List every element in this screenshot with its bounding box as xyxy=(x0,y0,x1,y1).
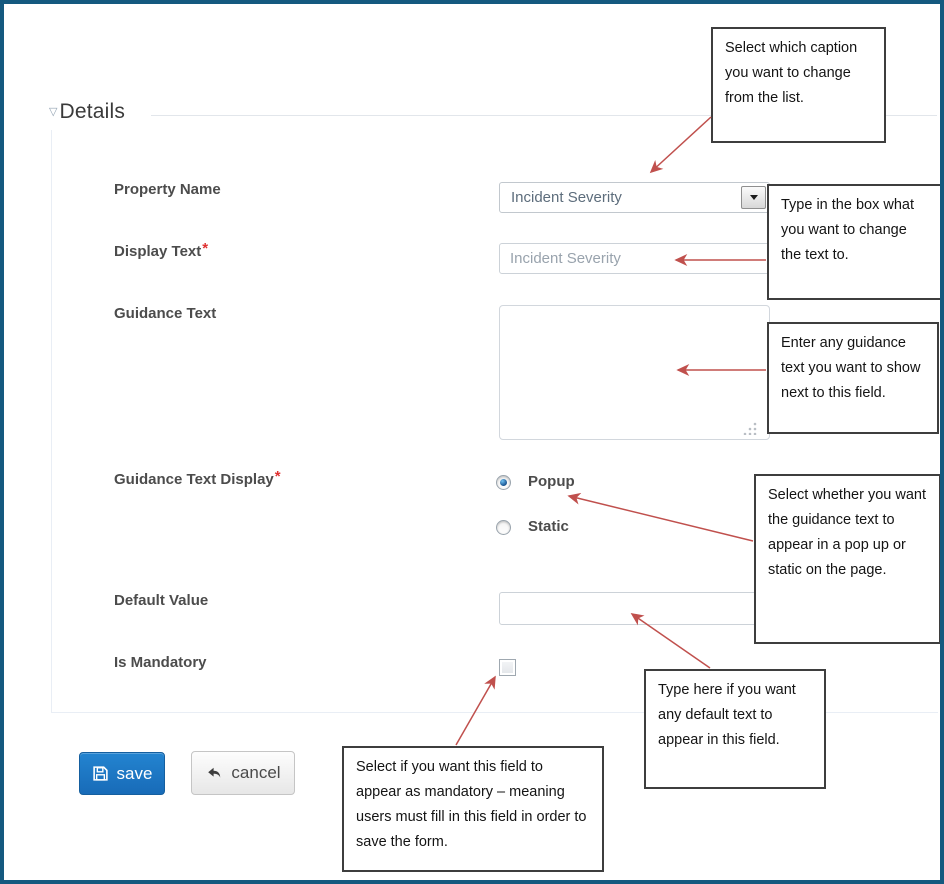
static-radio-label[interactable]: Static xyxy=(528,518,569,535)
guidance-text-display-label: Guidance Text Display* xyxy=(114,468,281,488)
save-button[interactable]: save xyxy=(79,752,165,795)
display-text-label: Display Text* xyxy=(114,240,209,260)
is-mandatory-checkbox[interactable] xyxy=(499,659,516,676)
callout-guidance-display: Select whether you want the guidance text to appear in a pop up or static on the page. xyxy=(754,474,941,644)
callout-property-name: Select which caption you want to change from the list. xyxy=(711,27,886,143)
display-text-input[interactable] xyxy=(499,243,770,274)
popup-radio[interactable] xyxy=(496,475,511,490)
collapse-triangle-icon[interactable]: ▽ xyxy=(49,105,58,118)
property-name-label: Property Name xyxy=(114,181,221,198)
popup-radio-label[interactable]: Popup xyxy=(528,473,575,490)
callout-guidance-text: Enter any guidance text you want to show next to this field. xyxy=(767,322,939,434)
dropdown-arrow-button[interactable] xyxy=(741,186,766,209)
section-title: Details xyxy=(59,100,126,123)
property-name-select-value: Incident Severity xyxy=(511,189,622,206)
callout-is-mandatory: Select if you want this field to appear as mandatory – meaning users must fill in this field in order to save the form. xyxy=(342,746,604,872)
callout-default-value: Type here if you want any default text to appear in this field. xyxy=(644,669,826,789)
cancel-undo-arrow-icon xyxy=(205,765,223,781)
guidance-text-label: Guidance Text xyxy=(114,305,217,322)
callout-display-text: Type in the box what you want to change the text to. xyxy=(767,184,942,300)
default-value-input[interactable] xyxy=(499,592,770,625)
save-floppy-icon xyxy=(92,765,109,782)
details-section-header xyxy=(49,100,125,124)
guidance-text-textarea[interactable] xyxy=(499,305,770,440)
chevron-down-icon xyxy=(750,195,758,200)
default-value-label: Default Value xyxy=(114,592,209,609)
required-asterisk: * xyxy=(274,468,281,485)
required-asterisk: * xyxy=(202,240,209,257)
static-radio[interactable] xyxy=(496,520,511,535)
cancel-button[interactable]: cancel xyxy=(191,751,295,795)
is-mandatory-label: Is Mandatory xyxy=(114,654,207,671)
property-name-select[interactable] xyxy=(499,182,770,213)
